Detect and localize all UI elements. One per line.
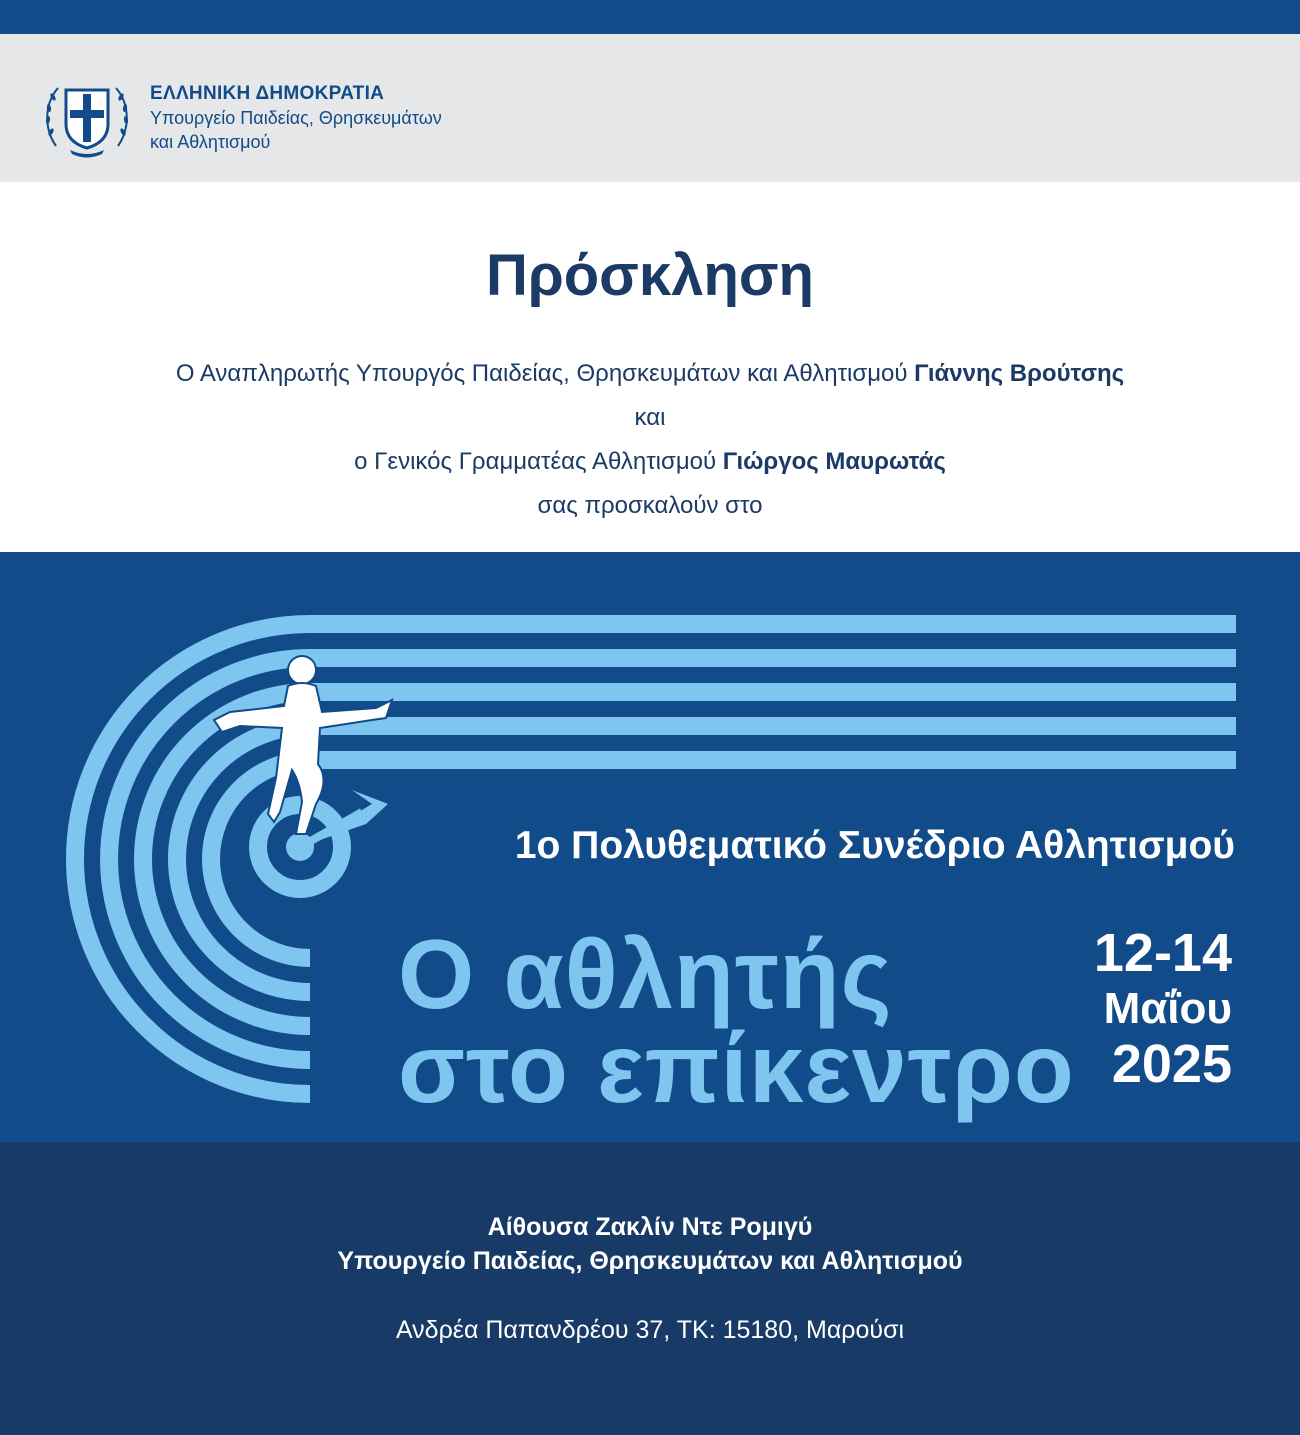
- venue-footer: [0, 1142, 1300, 1435]
- invitation-line-1: [0, 352, 1300, 396]
- greek-coat-of-arms-icon: [42, 74, 132, 164]
- event-dates: [1032, 922, 1232, 1094]
- deputy-minister-name: Γιάννης Βρούτσης: [914, 360, 1125, 387]
- conference-name: 1ο Πολυθεματικό Συνέδριο Αθλητισμού: [514, 824, 1235, 867]
- invitation-text: [0, 352, 1300, 528]
- event-banner: [0, 552, 1300, 1142]
- event-month: Μαΐου: [1103, 984, 1232, 1033]
- venue-block: [0, 1210, 1300, 1278]
- ministry-name-line1: Υπουργείο Παιδείας, Θρησκευμάτων: [150, 108, 442, 128]
- ministry-name-line2: και Αθλητισμού: [150, 132, 271, 152]
- event-title-line2: στο επίκεντρο: [398, 1013, 1075, 1123]
- venue-ministry: Υπουργείο Παιδείας, Θρησκευμάτων και Αθλητισμού: [337, 1247, 963, 1275]
- venue-hall: Αίθουσα Ζακλίν Ντε Ρομιγύ: [487, 1213, 813, 1241]
- gov-name: ΕΛΛΗΝΙΚΗ ΔΗΜΟΚΡΑΤΙΑ: [150, 83, 385, 104]
- invitation-title: Πρόσκληση: [485, 243, 814, 308]
- invitation-section: [0, 182, 1300, 552]
- government-name-block: [150, 82, 442, 154]
- deputy-minister-text: Ο Αναπληρωτής Υπουργός Παιδείας, Θρησκευμάτων και Αθλητισμού: [175, 360, 915, 387]
- event-year: 2025: [1111, 1034, 1232, 1094]
- venue-address: Ανδρέα Παπανδρέου 37, ΤΚ: 15180, Μαρούσι: [395, 1316, 905, 1344]
- top-color-bar: [0, 0, 1300, 34]
- invitation-line-2: και: [634, 404, 666, 431]
- event-days: 12-14: [1093, 923, 1232, 983]
- invitation-line-4: σας προσκαλούν στο: [537, 492, 763, 519]
- secretary-general-name: Γιώργος Μαυρωτάς: [722, 448, 946, 475]
- event-title-line1: Ο αθλητής: [398, 919, 893, 1029]
- ministry-header: [0, 34, 1300, 182]
- secretary-general-text: ο Γενικός Γραμματέας Αθλητισμού: [354, 448, 723, 475]
- invitation-line-3: [0, 440, 1300, 484]
